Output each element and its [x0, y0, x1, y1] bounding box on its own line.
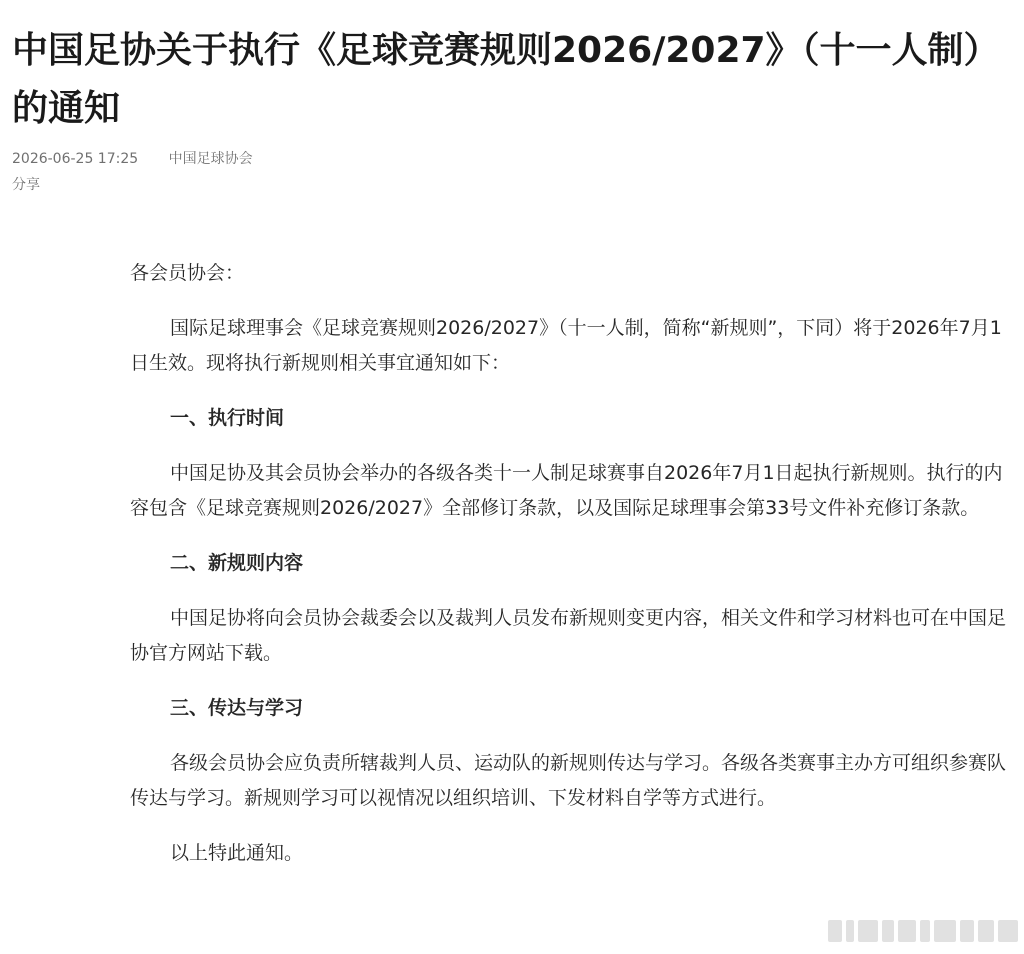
- intro-paragraph: 国际足球理事会《足球竞赛规则2026/2027》（十一人制，简称“新规则”，下同）将于2026年7月1日生效。现将执行新规则相关事宜通知如下：: [130, 317, 1002, 374]
- section-paragraph: 中国足协将向会员协会裁委会以及裁判人员发布新规则变更内容，相关文件和学习材料也可在中国足协官方网站下载。: [130, 607, 1007, 664]
- section-heading: 二、新规则内容: [170, 552, 304, 574]
- closing-paragraph: 以上特此通知。: [170, 842, 304, 864]
- article-source: 中国足球协会: [168, 151, 253, 167]
- share-link[interactable]: 分享: [12, 177, 40, 193]
- section-heading: 一、执行时间: [170, 407, 285, 429]
- article-meta: [12, 150, 253, 168]
- section-paragraph: 各级会员协会应负责所辖裁判人员、运动队的新规则传达与学习。各级各类赛事主办方可组织参赛队传达与学习。新规则学习可以视情况以组织培训、下发材料自学等方式进行。: [130, 752, 1007, 809]
- section-heading: 三、传达与学习: [170, 697, 304, 719]
- publish-date: 2026-06-25 17:25: [12, 151, 139, 167]
- article-title: 中国足协关于执行《足球竞赛规则2026/2027》（十一人制）的通知: [12, 30, 1000, 129]
- article-body: [130, 256, 1010, 871]
- greeting: 各会员协会：: [130, 262, 245, 284]
- watermark: [828, 918, 1020, 944]
- section-paragraph: 中国足协及其会员协会举办的各级各类十一人制足球赛事自2026年7月1日起执行新规则。执行的内容包含《足球竞赛规则2026/2027》全部修订条款，以及国际足球理事会第33号文件补充修订条款。: [130, 462, 1003, 519]
